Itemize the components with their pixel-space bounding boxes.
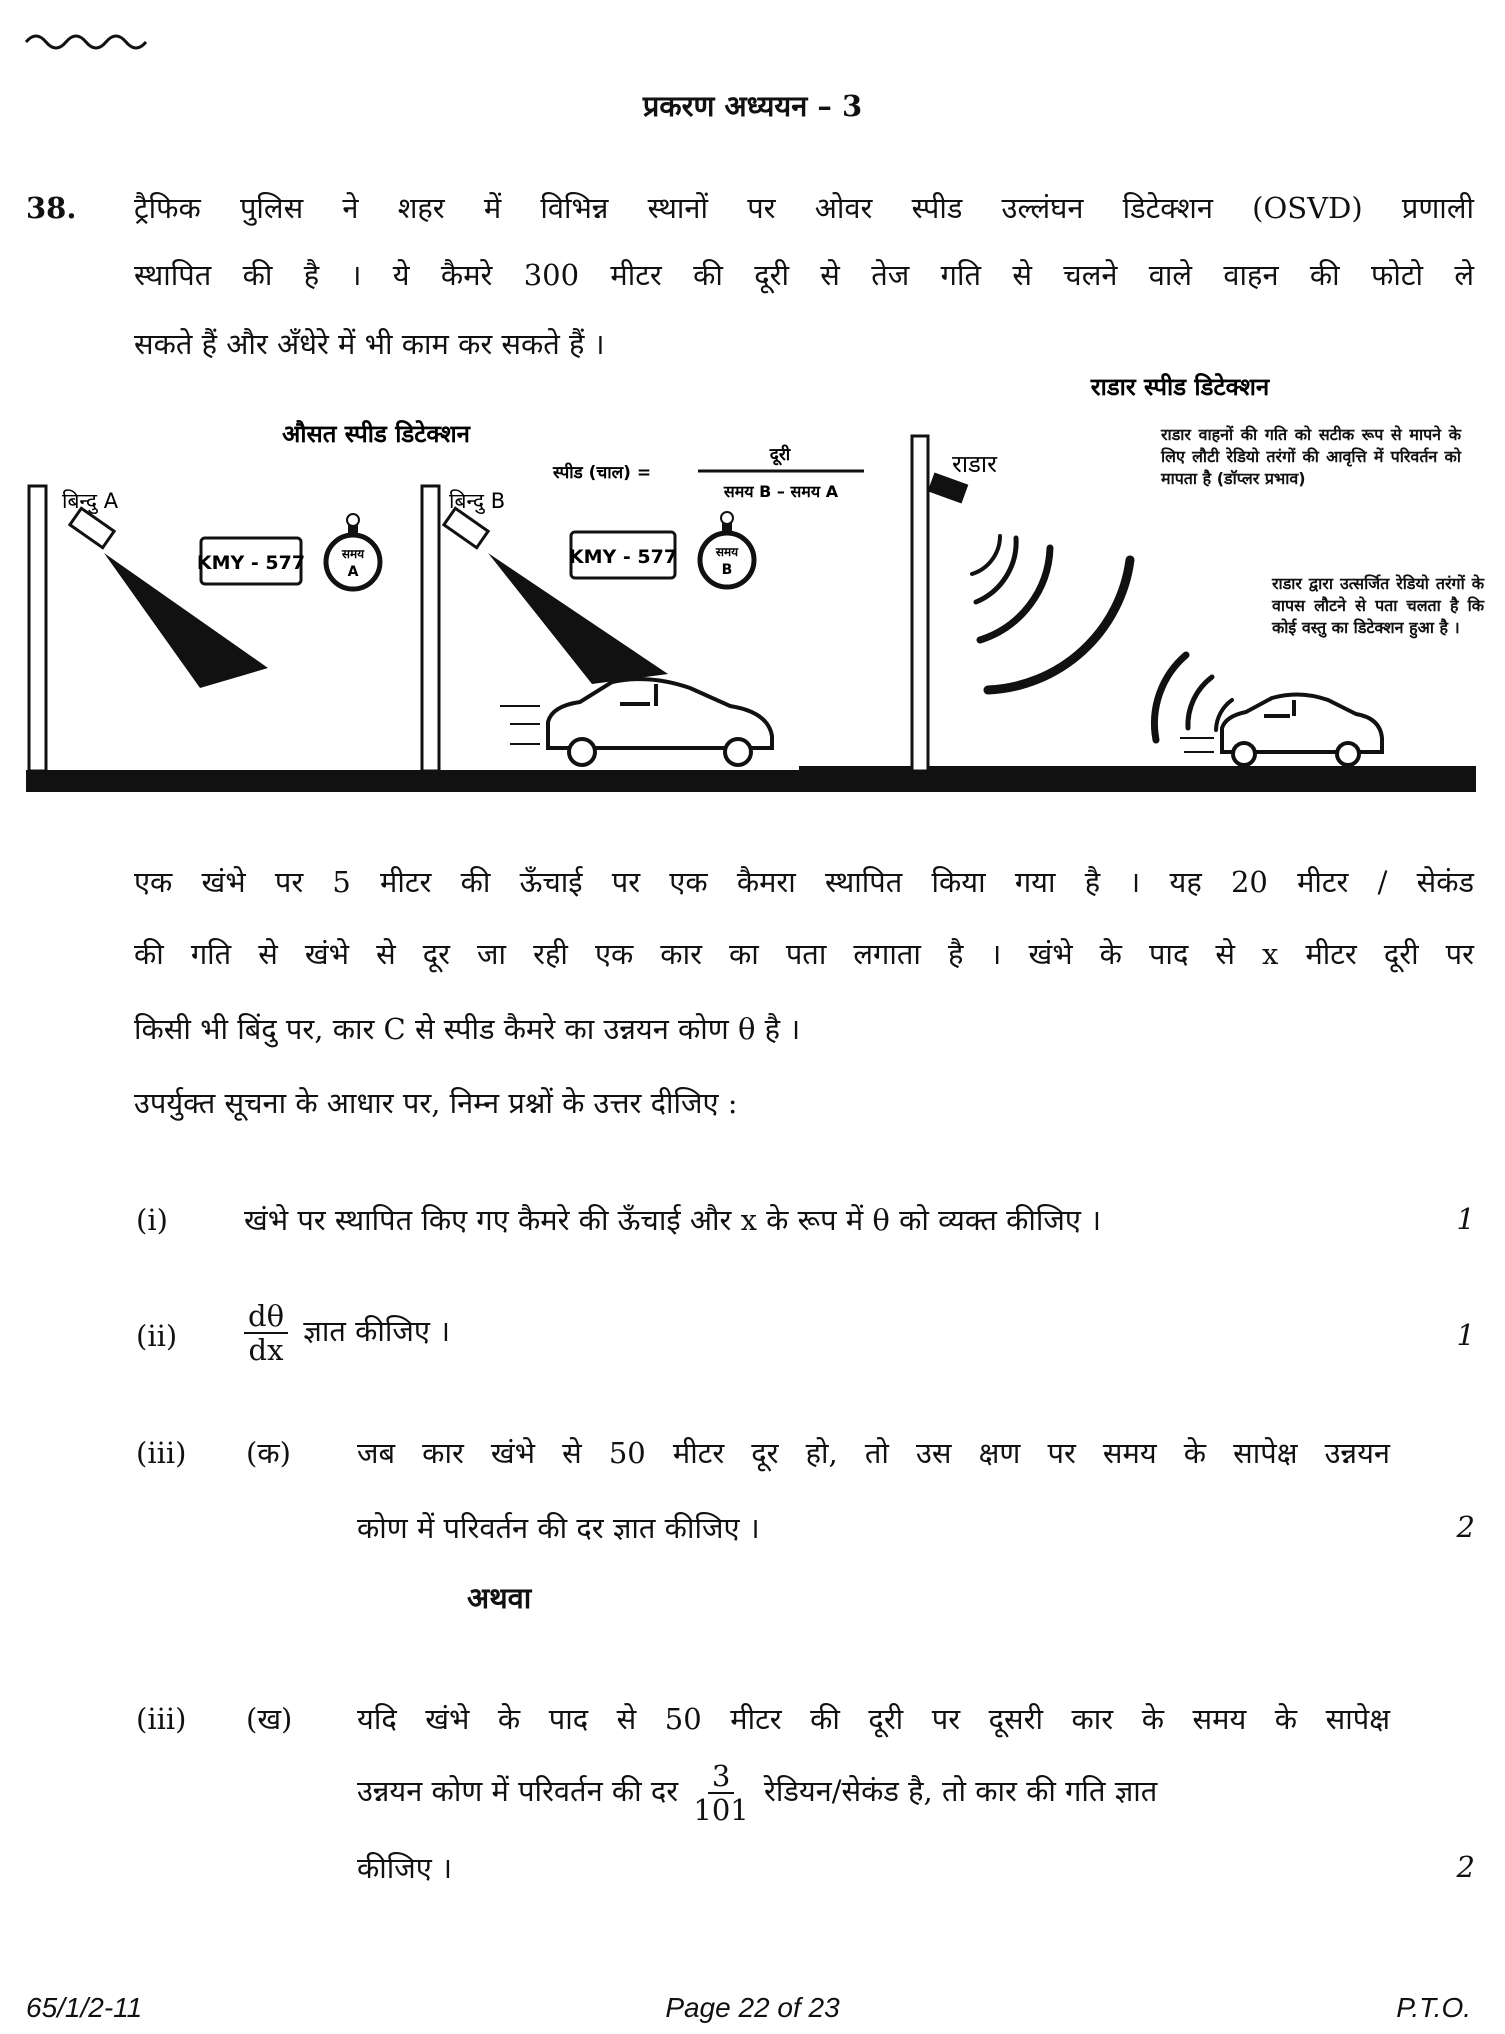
avg-detection-title: औसत स्पीड डिटेक्शन — [282, 420, 470, 448]
plate-a-text: KMY - 577 — [196, 552, 306, 574]
radar-detection-title: राडार स्पीड डिटेक्शन — [1090, 373, 1270, 401]
point-b-label: बिन्दु B — [449, 489, 506, 513]
intro-line: सकते हैं और अँधेरे में भी काम कर सकते हैं । — [134, 327, 605, 361]
part-iii-a-marks: 2 — [1456, 1510, 1475, 1544]
part-iii-a-line: जब कार खंभे से 50 मीटर दूर हो, तो उस क्षण पर समय के सापेक्ष उन्नयन — [357, 1436, 1390, 1470]
radar-note-doppler: राडार वाहनों की गति को सटीक रूप से मापने के लिए लौटी रेडियो तरंगों की आवृत्ति में परिवर्तन को मापता है (डॉप्लर प्रभाव) — [1161, 425, 1461, 488]
formula-numerator: दूरी — [769, 445, 791, 465]
stopwatch-b-word: समय — [715, 545, 739, 559]
rate-fraction — [693, 1760, 748, 1826]
part-ii-content — [244, 1300, 450, 1366]
stopwatch-a-word: समय — [341, 547, 365, 561]
section-title: प्रकरण अध्ययन – 3 — [642, 89, 863, 123]
fraction-denominator: dx — [248, 1333, 284, 1367]
body-line: किसी भी बिंदु पर, कार C से स्पीड कैमरे का उन्नयन कोण θ है । — [134, 1012, 801, 1046]
camera-a-icon — [70, 508, 114, 547]
camera-b-icon — [444, 508, 488, 547]
part-iii-a-line: कोण में परिवर्तन की दर ज्ञात कीजिए । — [357, 1511, 760, 1545]
part-ii-text: ज्ञात कीजिए । — [303, 1314, 451, 1348]
radar-waves-icon — [972, 536, 1130, 690]
pto-label: P.T.O. — [1396, 1992, 1471, 2023]
car-a-icon — [500, 679, 772, 765]
part-iii-b-line2 — [357, 1760, 1157, 1826]
road-right — [799, 766, 1476, 792]
stopwatch-a-letter: A — [347, 564, 359, 580]
intro-line: स्थापित की है । ये कैमरे 300 मीटर की दूरी से तेज गति से चलने वाले वाहन की फोटो ले — [134, 258, 1474, 292]
part-iii-a-sub: (क) — [246, 1436, 291, 1470]
part-iii-b-label: (iii) — [136, 1702, 187, 1736]
body-line: की गति से खंभे से दूर जा रही एक कार का पता लगाता है । खंभे के पाद से x मीटर दूरी पर — [134, 937, 1474, 971]
fraction-numerator: 3 — [708, 1760, 734, 1794]
intro-line: ट्रैफिक पुलिस ने शहर में विभिन्न स्थानों पर ओवर स्पीड उल्लंघन डिटेक्शन (OSVD) प्रणाली — [134, 191, 1474, 225]
stopwatch-b-letter: B — [721, 562, 733, 578]
radar-pole — [912, 436, 928, 771]
part-i-text: खंभे पर स्थापित किए गए कैमरे की ऊँचाई और x के रूप में θ को व्यक्त कीजिए । — [244, 1203, 1102, 1237]
part-iii-b-marks: 2 — [1456, 1850, 1475, 1884]
formula-lhs: स्पीड (चाल) = — [553, 463, 652, 483]
part-ii-marks: 1 — [1456, 1318, 1475, 1352]
body-line: उपर्युक्त सूचना के आधार पर, निम्न प्रश्नों के उत्तर दीजिए : — [134, 1086, 738, 1120]
radar-label: राडार — [952, 450, 997, 478]
point-a-label: बिन्दु A — [62, 489, 119, 513]
part-iii-b-line: यदि खंभे के पाद से 50 मीटर की दूरी पर दूसरी कार के समय के सापेक्ष — [357, 1702, 1390, 1736]
dtheta-dx-fraction — [244, 1300, 288, 1366]
part-i-label: (i) — [136, 1203, 168, 1237]
part-ii-label: (ii) — [136, 1319, 178, 1353]
page-number: Page 22 of 23 — [665, 1992, 840, 2023]
part-iii-a-label: (iii) — [136, 1436, 187, 1470]
part-iii-b-sub: (ख) — [246, 1702, 293, 1736]
road-left — [26, 770, 799, 792]
formula-denominator: समय B – समय A — [723, 482, 839, 501]
part-iii-b-text: रेडियन/सेकंड है, तो कार की गति ज्ञात — [763, 1774, 1158, 1808]
body-line: एक खंभे पर 5 मीटर की ऊँचाई पर एक कैमरा स्थापित किया गया है । यह 20 मीटर / सेकंड — [134, 865, 1474, 899]
car-b-icon — [1180, 694, 1382, 765]
part-iii-b-text: उन्नयन कोण में परिवर्तन की दर — [357, 1774, 679, 1808]
question-number: 38. — [26, 191, 77, 225]
or-label: अथवा — [467, 1581, 532, 1615]
pole-b — [422, 486, 439, 771]
paper-code: 65/1/2-11 — [26, 1992, 143, 2023]
plate-b-text: KMY - 577 — [568, 546, 678, 568]
fraction-numerator: dθ — [244, 1300, 288, 1334]
part-i-marks: 1 — [1456, 1202, 1475, 1236]
pole-a — [29, 486, 46, 771]
part-iii-b-line: कीजिए । — [357, 1851, 453, 1885]
speed-detection-figure — [0, 0, 1505, 820]
fraction-denominator: 101 — [693, 1793, 749, 1827]
radar-note-detection: राडार द्वारा उत्सर्जित रेडियो तरंगों के वापस लौटने से पता चलता है कि कोई वस्तु का डिटेक्शन हुआ है । — [1272, 574, 1484, 637]
